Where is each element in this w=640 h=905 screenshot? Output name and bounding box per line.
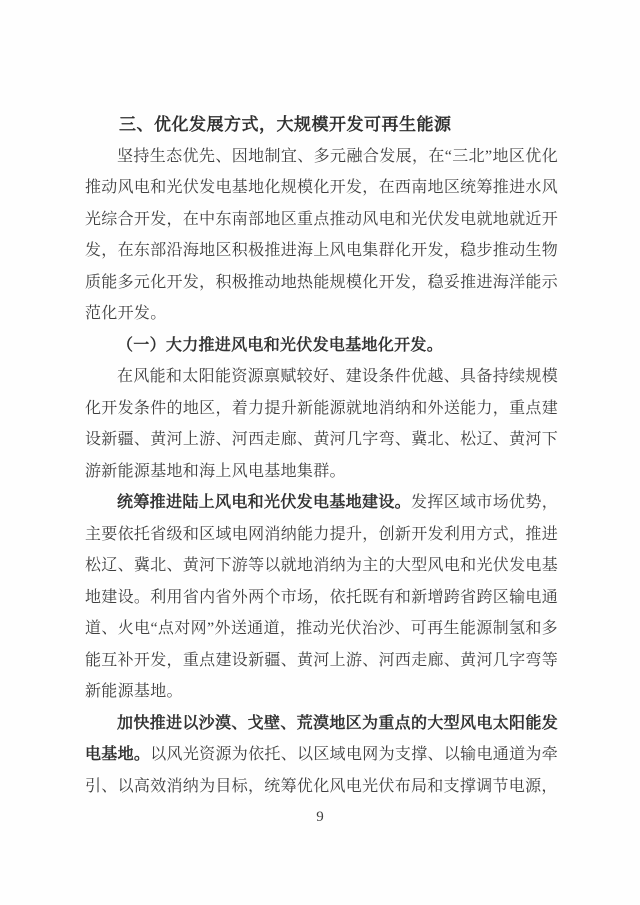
page-number: 9 (316, 809, 324, 825)
paragraph-desert-bases (85, 708, 558, 803)
paragraph-base-development (85, 361, 558, 487)
subsection-heading (85, 330, 558, 362)
subsection-heading-text: （一）大力推进风电和光伏发电基地化开发。 (117, 336, 444, 354)
paragraph-onshore-bases-lead: 统筹推进陆上风电和光伏发电基地建设。 (117, 494, 412, 511)
paragraph-onshore-bases (85, 487, 558, 708)
paragraph-onshore-bases-text: 发挥区域市场优势，主要依托省级和区域电网消纳能力提升，创新开发利用方式，推进松辽、冀北、黄河下游等以就地消纳为主的大型风电和光伏发电基地建设。利用省内省外两个市场，依托既有和新增跨省跨区输电通道、火电“点对网”外送通道，推动光伏治沙、可再生能源制氢和多能互补开发，重点建设新疆、黄河上游、河西走廊、黄河几字弯等新能源基地。 (85, 494, 559, 700)
paragraph-base-development-text: 在风能和太阳能资源禀赋较好、建设条件优越、具备持续规模化开发条件的地区，着力提升新能源就地消纳和外送能力，重点建设新疆、黄河上游、河西走廊、黄河几字弯、冀北、松辽、黄河下游新能源基地和海上风电基地集群。 (85, 368, 558, 480)
paragraph-desert-bases-text: 以风光资源为依托、以区域电网为支撑、以输电通道为牵引、以高效消纳为目标，统筹优化风电光伏布局和支撑调节电源， (85, 746, 558, 795)
document-body (85, 109, 558, 802)
section-heading: 三、优化发展方式，大规模开发可再生能源 (119, 115, 452, 134)
paragraph-desert-bases-lead: 加快推进以沙漠、戈壁、荒漠地区为重点的大型风电太阳能发电基地。 (85, 714, 558, 763)
paragraph-overview (85, 141, 558, 330)
paragraph-overview-text: 坚持生态优先、因地制宜、多元融合发展，在“三北”地区优化推动风电和光伏发电基地化规模化开发，在西南地区统筹推进水风光综合开发，在中东南部地区重点推动风电和光伏发电就地就近开发，在东部沿海地区积极推进海上风电集群化开发，稳步推动生物质能多元化开发，积极推动地热能规模化开发，稳妥推进海洋能示范化开发。 (85, 147, 558, 322)
